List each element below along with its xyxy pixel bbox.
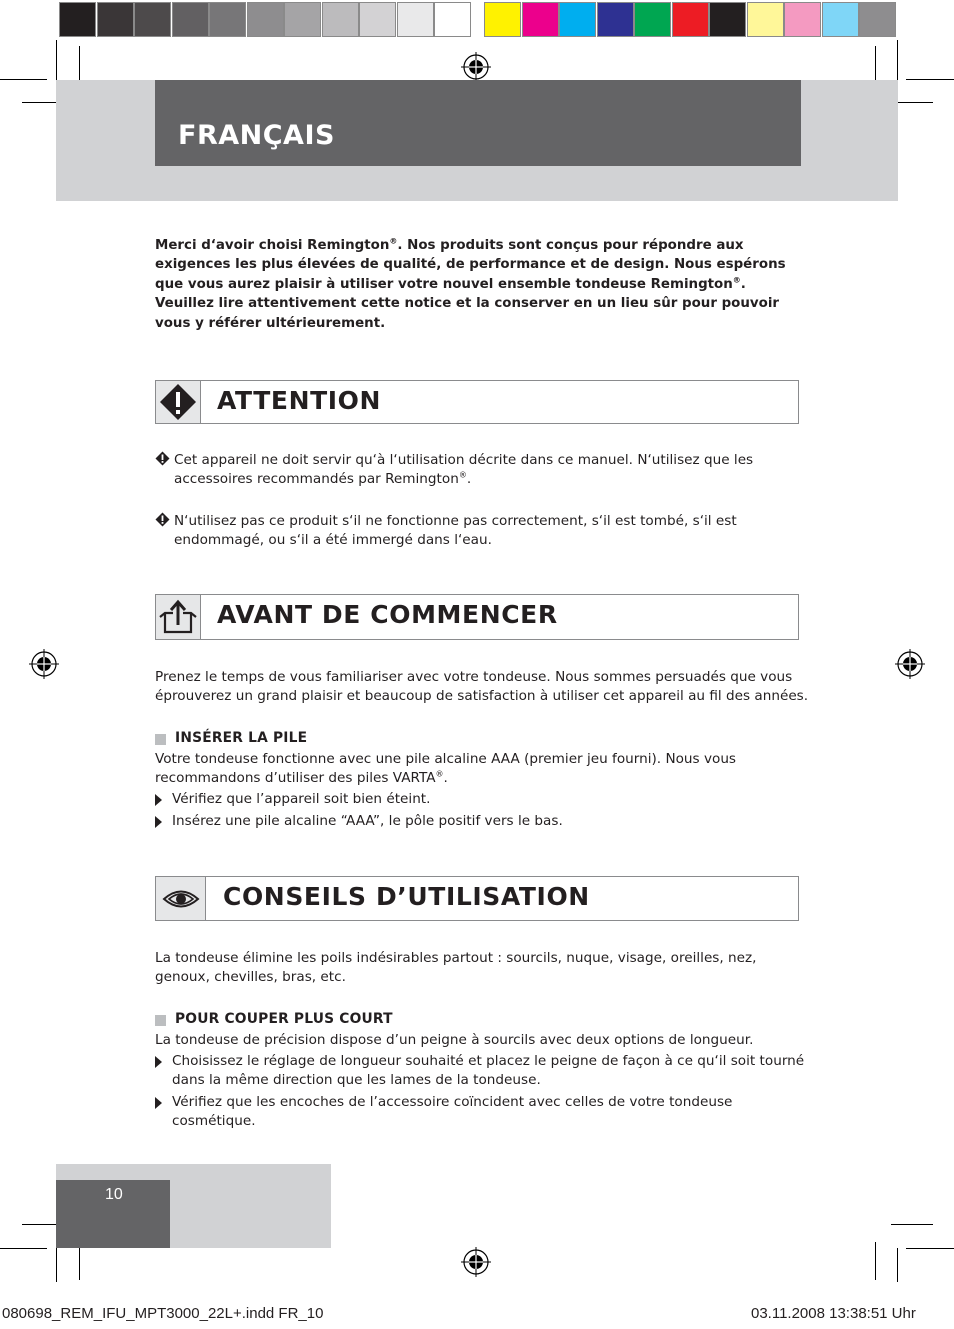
- step-text-line: dans la même direction que les lames de la tondeuse.: [172, 1072, 541, 1089]
- step-text: [172, 1052, 804, 1091]
- color-swatch: [747, 2, 784, 37]
- crop-mark: [56, 40, 57, 82]
- color-swatch: [172, 2, 209, 37]
- step-text-line: Choisissez le réglage de longueur souhaité et placez le peigne de façon à ce qu‘il soit tourné: [172, 1053, 805, 1069]
- crop-mark: [875, 46, 876, 82]
- color-swatch: [209, 2, 246, 37]
- section-title: ATTENTION: [217, 386, 382, 415]
- color-swatch: [672, 2, 709, 37]
- intro-text: Merci d‘avoir choisi Remington: [155, 238, 390, 253]
- color-swatch: [822, 2, 859, 37]
- step-text: Insérez une pile alcaline “AAA”, le pôle positif vers le bas.: [172, 813, 563, 829]
- registration-mark-icon: [895, 649, 925, 679]
- avant-sub-paragraph: [155, 750, 736, 789]
- attention-item: [174, 512, 737, 551]
- triangle-bullet-icon: [155, 1056, 162, 1068]
- triangle-bullet-icon: [155, 816, 162, 828]
- avant-text: .: [443, 770, 448, 787]
- section-attention-header: [155, 380, 799, 424]
- crop-mark: [906, 1248, 954, 1249]
- page-number: 10: [105, 1186, 123, 1203]
- triangle-bullet-icon: [155, 794, 162, 806]
- conseils-text: genoux, chevilles, bras, etc.: [155, 969, 346, 986]
- eye-icon: [156, 877, 206, 920]
- registered-mark: ®: [458, 470, 467, 480]
- conseils-text: La tondeuse élimine les poils indésirables partout : sourcils, nuque, visage, oreilles, nez,: [155, 950, 757, 966]
- slug-filename: 080698_REM_IFU_MPT3000_22L+.indd FR_10: [2, 1305, 324, 1322]
- color-swatch: [634, 2, 671, 37]
- crop-mark: [891, 1224, 933, 1225]
- crop-mark: [897, 40, 898, 82]
- section-conseils-header: [155, 876, 799, 921]
- subheading: INSÉRER LA PILE: [175, 730, 308, 746]
- registration-mark-icon: [461, 1247, 491, 1277]
- color-swatch: [284, 2, 321, 37]
- step-text: Vérifiez que l’appareil soit bien éteint.: [172, 791, 431, 807]
- color-swatch: [359, 2, 396, 37]
- attention-text: .: [466, 471, 472, 488]
- intro-text: . Nos produits sont conçus pour répondre aux: [397, 238, 744, 253]
- attention-text: Cet appareil ne doit servir qu‘à l‘utilisation décrite dans ce manuel. N‘utilisez que les: [174, 452, 754, 468]
- box-arrow-icon: [156, 595, 201, 639]
- color-swatch: [59, 2, 96, 37]
- color-swatch: [434, 2, 471, 37]
- slug-timestamp: 03.11.2008 13:38:51 Uhr: [751, 1305, 916, 1322]
- color-swatch: [522, 2, 559, 37]
- page-title: FRANÇAIS: [178, 120, 335, 151]
- avant-paragraph: [155, 668, 808, 707]
- registration-mark-icon: [29, 649, 59, 679]
- color-swatch: [784, 2, 821, 37]
- intro-text: Veuillez lire attentivement cette notice et la conserver en un lieu sûr pour pouvoir: [155, 296, 780, 312]
- attention-text: N‘utilisez pas ce produit s‘il ne fonctionne pas correctement, s‘il est tombé, s‘il est: [174, 513, 737, 529]
- attention-item: [174, 451, 753, 490]
- subheading: POUR COUPER PLUS COURT: [175, 1011, 393, 1027]
- crop-mark: [875, 1242, 876, 1280]
- color-swatch: [97, 2, 134, 37]
- color-swatch: [134, 2, 171, 37]
- registered-mark: ®: [389, 236, 398, 246]
- color-swatch: [709, 2, 746, 37]
- conseils-text: La tondeuse de précision dispose d’un peigne à sourcils avec deux options de longueur.: [155, 1032, 754, 1048]
- attention-text: accessoires recommandés par Remington: [174, 471, 459, 488]
- color-swatch: [597, 2, 634, 37]
- step-text-line: cosmétique.: [172, 1113, 256, 1130]
- square-bullet-icon: [155, 734, 166, 745]
- avant-text: Prenez le temps de vous familiariser avec votre tondeuse. Nous sommes persuadés que vous: [155, 669, 793, 685]
- step-text-line: Vérifiez que les encoches de l’accessoire coïncident avec celles de votre tondeuse: [172, 1094, 733, 1110]
- triangle-bullet-icon: [155, 1097, 162, 1109]
- crop-mark: [0, 1248, 47, 1249]
- warning-icon: [156, 381, 201, 423]
- crop-mark: [897, 1248, 898, 1282]
- intro-text: que vous aurez plaisir à utiliser votre nouvel ensemble tondeuse Remington: [155, 276, 733, 292]
- step-text: [172, 1093, 732, 1132]
- registered-mark: ®: [435, 769, 444, 779]
- color-swatch: [322, 2, 359, 37]
- crop-mark: [79, 46, 80, 82]
- crop-mark: [0, 79, 47, 80]
- color-swatch: [559, 2, 596, 37]
- intro-text: .: [740, 276, 746, 292]
- color-swatch: [484, 2, 521, 37]
- warning-bullet-icon: [155, 451, 170, 466]
- avant-text: recommandons d’utiliser des piles VARTA: [155, 770, 436, 787]
- registration-mark-icon: [461, 52, 491, 82]
- section-avant-header: [155, 594, 799, 640]
- color-swatch: [247, 2, 284, 37]
- intro-text: vous y référer ultérieurement.: [155, 315, 386, 331]
- conseils-paragraph: [155, 949, 756, 988]
- color-swatch: [397, 2, 434, 37]
- color-swatch: [859, 2, 896, 37]
- avant-text: Votre tondeuse fonctionne avec une pile alcaline AAA (premier jeu fourni). Nous vous: [155, 751, 737, 767]
- crop-mark: [56, 1248, 57, 1282]
- section-title: CONSEILS D’UTILISATION: [223, 882, 590, 911]
- warning-bullet-icon: [155, 512, 170, 527]
- attention-text: endommagé, ou s‘il a été immergé dans l‘eau.: [174, 532, 492, 549]
- intro-paragraph: [155, 236, 805, 333]
- registered-mark: ®: [732, 275, 741, 285]
- intro-text: exigences les plus élevées de qualité, de performance et de design. Nous espérons: [155, 257, 786, 273]
- avant-text: éprouverez un grand plaisir et beaucoup de satisfaction à utiliser cet appareil au fil des années.: [155, 688, 809, 705]
- square-bullet-icon: [155, 1015, 166, 1026]
- crop-mark: [906, 79, 954, 80]
- section-title: AVANT DE COMMENCER: [217, 600, 558, 629]
